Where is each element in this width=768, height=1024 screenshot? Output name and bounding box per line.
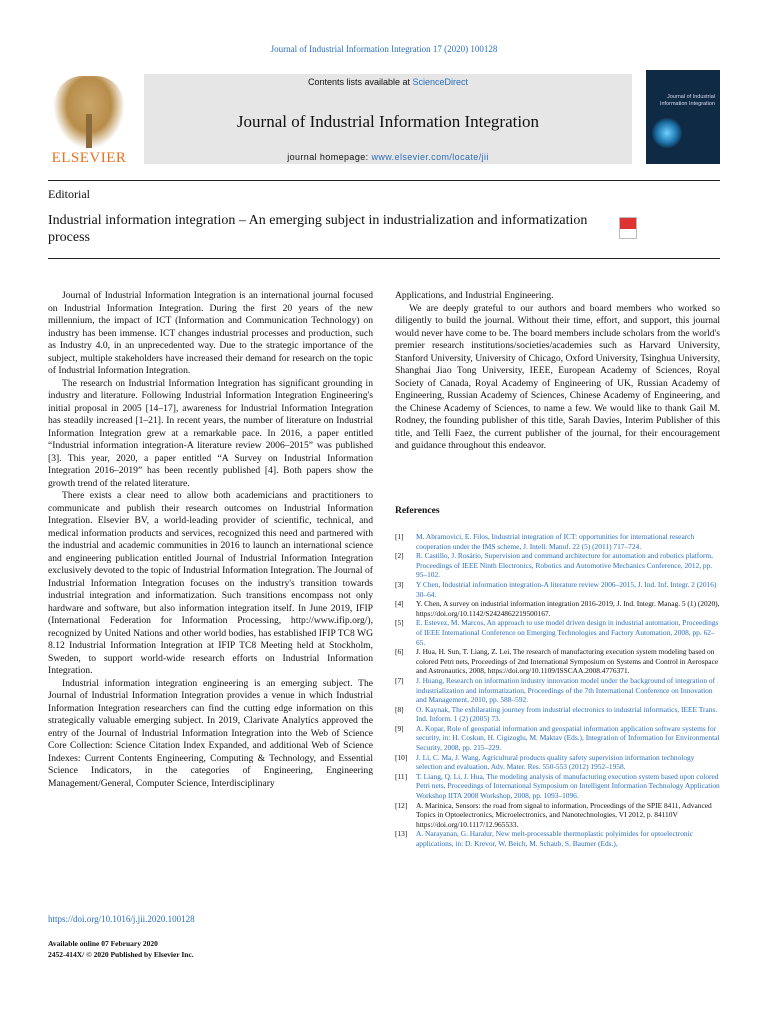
reference-link[interactable]: A. Kopar, Role of geospatial information and geospatial information application software systems for security, in: H. Coskun, H. Cigizoglu, M. Maktav (Eds.), Integration of Information for Environmental Security, 2008, pp. 215–229. — [416, 723, 720, 753]
article-title: Industrial information integration – An emerging subject in industrialization and informatization process — [48, 213, 588, 245]
reference-item — [395, 551, 720, 580]
reference-item — [395, 772, 720, 801]
reference-item — [395, 676, 720, 705]
reference-link[interactable]: J. Huang, Research on information industry innovation model under the background of integration of industrialization and informatization, Proceedings of the 7th International Conference on Innovation and Management, 2010, pp. 588–592. — [416, 675, 716, 705]
reference-link[interactable]: R. Castillo, J. Rosário, Supervision and command architecture for automation and robotics platform, Proceedings of IEEE Ninth Electronics, Robotics and Automotive Mechanics Conference, 2012, pp. 95–102. — [416, 551, 714, 580]
reference-number: [11] — [395, 771, 408, 781]
reference-number: [4] — [395, 599, 404, 609]
homepage-line — [144, 152, 632, 162]
article-type: Editorial — [48, 187, 90, 201]
reference-number: [5] — [395, 618, 404, 628]
reference-item — [395, 801, 720, 830]
journal-cover-image — [646, 70, 720, 164]
contents-line — [144, 77, 632, 87]
reference-text: Y. Chen, A survey on industrial information integration 2016-2019, J. Ind. Integr. Manag. 5 (1) (2020), https://doi.org/10.1142/S2424862219500167. — [416, 599, 720, 618]
reference-item — [395, 705, 720, 724]
reference-number: [1] — [395, 532, 404, 541]
reference-link[interactable]: M. Abramovici, E. Filos, Industrial integration of ICT: opportunities for international research cooperation under the IMS scheme, J. Intell. Manuf. 22 (5) (2011) 717–724. — [416, 532, 695, 551]
reference-link[interactable]: T. Liang, Q. Li, J. Hua, The modeling analysis of manufacturing execution system based upon colored Petri nets, Proceedings of International Symposium on Intelligent Information Technology Application Workshop IITA 2008 Workshop, 2008, pp. 1093–1096. — [416, 771, 720, 801]
reference-text: A. Marinica, Sensors: the road from signal to information, Proceedings of the SPIE 8411, Advanced Topics in Optoelectronics, Microelectronics, and Nanotechnologies, VI 2012, p. 84110V https://doi.org/10.1117/12.965533. — [416, 800, 712, 829]
doi-link[interactable]: https://doi.org/10.1016/j.jii.2020.100128 — [48, 914, 195, 924]
header-divider — [48, 180, 720, 181]
journal-title: Journal of Industrial Information Integration — [236, 112, 540, 131]
available-online: Available online 07 February 2020 — [48, 939, 158, 948]
homepage-prefix: journal homepage: — [287, 152, 372, 162]
reference-number: [8] — [395, 704, 404, 714]
reference-item — [395, 532, 720, 551]
paragraph: We are deeply grateful to our authors and board members who worked so diligently to build the journal. Without their time, effort, and support, this journal would never have come to be. The board members include scholars from the world's premier research institutions/societies/academies such as Harvard University, Stanford University, University of Chicago, Oxford University, Tsinghua University, Shanghai Jiao Tong University, IEEE, European Academy of Sciences, Royal Society of Canada, Royal Academy of Engineering of UK, Russian Academy of Engineering, Russian Academy of Sciences, Chinese Academy of Engineering, and the Chinese Academy of Sciences, to name a few. We would like to thank Gail M. Rodney, the founding publisher of this title, Sarah Davies, Interim Publisher of this title, and Telli Faez, the current publisher of the journal, for their encouragement and guidance throughout this endeavor. — [395, 302, 720, 451]
reference-item — [395, 724, 720, 753]
reference-link[interactable]: O. Kaynak, The exhilarating journey from industrial electronics to industrial informatics, IEEE Trans. Ind. Inform. 1 (2) (2005) 73. — [416, 704, 718, 724]
reference-item — [395, 647, 720, 676]
paragraph: Journal of Industrial Information Integration is an international journal focused on Industrial Information Integration. During the first 20 years of the new millennium, the impact of ICT (Information and Communication Technology) on industry has been immense. ICT changes industrial processes and production, such as Industry 4.0, in an unprecedented way. Due to the strategic importance of the subject, multiple stakeholders have increased their demand for research on the topic of Industrial Information Integration. — [48, 290, 373, 376]
reference-list — [395, 532, 720, 849]
reference-item — [395, 829, 720, 848]
body-column-right — [395, 290, 720, 453]
reference-number: [13] — [395, 829, 408, 839]
title-divider — [48, 258, 720, 259]
publication-info — [48, 938, 194, 960]
reference-item — [395, 753, 720, 772]
cover-art — [652, 118, 682, 148]
reference-number: [10] — [395, 752, 408, 762]
tree-icon — [54, 76, 124, 148]
reference-link[interactable]: J. Li, C. Ma, J. Wang, Agricultural products quality safety supervision information technology selection and evaluation, Adv. Mater. Res. 550-553 (2012) 1952–1958. — [416, 752, 695, 772]
reference-link[interactable]: A. Narayanan, G. Haralur, New melt-processable thermoplastic polyimides for optoelectronic applications, in: D. Krevor, W. Beich, M. Schaub, S. Baumer (Eds.), — [416, 829, 693, 848]
reference-number: [9] — [395, 723, 404, 733]
paragraph: There exists a clear need to allow both academicians and practitioners to communicate and publish their research outcomes on Industrial Information Integration. Elsevier BV, a world-leading provider of scientific, technical, and medical information products and services, recognized this need and partnered with the industrial and academic communities in 2016 to launch an international science and engineering publication entitled Journal of Industrial Information Integration exclusively devoted to the topic of Industrial Information Integration. The Journal of Industrial Information Integration focuses on the industry's transition towards industrial integration and informatization. Such transitions encompass not only hardware and software, but also information integration itself. In June 2019, IFIP (International Federation for Information Processing, http://www.ifip.org/), recognized by United Nations and other world bodies, has established IFIP TC8 WG 8.12 Industrial Information Integration at IFIP TC8 Meeting held at Stockholm, Sweden, to support world-wide research efforts on Industrial Information Integration. — [48, 490, 373, 676]
reference-item — [395, 599, 720, 618]
cover-title: Journal of Industrial Information Integration — [659, 94, 715, 107]
reference-number: [6] — [395, 647, 404, 657]
contents-prefix: Contents lists available at — [307, 77, 413, 87]
reference-text: J. Hua, H. Sun, T. Liang, Z. Lei, The research of manufacturing execution system modeling based on colored Petri nets, Proceedings of 2nd International Symposium on Systems and Control in Aerospace and Astronautics, 2008, https://doi.org/10.1109/ISSCAA.2008.4776371. — [416, 647, 719, 676]
reference-number: [2] — [395, 551, 404, 561]
homepage-link[interactable]: www.elsevier.com/locate/jii — [371, 152, 489, 162]
sciencedirect-link[interactable]: ScienceDirect — [412, 77, 469, 87]
paragraph: Industrial information integration engineering is an emerging subject. The Journal of Industrial Information Integration provides a venue in which Industrial Information Integration researchers can find the cutting edge information on this strategically valuable emerging subject. In 2019, Clarivate Analytics approved the entry of the Journal of Industrial Information Integration into the Web of Science Core Collection: Science Citation Index Expanded, and additional Web of Science Indexes: Current Contents Engineering, Computing & Technology, and Essential Science Indicators, in the categories of Engineering, Engineering Management/General, Computer Science, Interdisciplinary — [48, 677, 373, 789]
body-column-left — [48, 290, 373, 790]
copyright: 2452-414X/ © 2020 Published by Elsevier Inc. — [48, 950, 194, 959]
reference-link[interactable]: Y Chen, Industrial information integration-A literature review 2006–2015, J. Ind. Inf. Integr. 2 (2016) 30–64. — [416, 579, 717, 599]
reference-number: [3] — [395, 579, 404, 589]
reference-number: [7] — [395, 675, 404, 685]
paragraph: Applications, and Industrial Engineering. — [395, 290, 554, 301]
journal-citation-link[interactable]: Journal of Industrial Information Integration 17 (2020) 100128 — [270, 44, 498, 54]
journal-banner — [144, 74, 632, 164]
paragraph: The research on Industrial Information Integration has significant grounding in industry and literature. Following Industrial Information Integration Engineering's initial proposal in 2005 [14–17], awareness for Industrial Information Integration has steadily increased [1–21]. In recent years, the number of literature on Industrial Information Integration grew at a remarkable pace. In 2016, a paper entitled “Industrial information integration-A literature review 2006–2015” was published [3]. This year, 2020, a paper entitled “A Survey on Industrial Information Integration 2016–2019” has been recently published [4]. Both papers show the growth trend of the related literature. — [48, 377, 373, 489]
publisher-name: ELSEVIER — [51, 150, 127, 166]
references-heading: References — [395, 505, 440, 516]
reference-item — [395, 618, 720, 647]
crossmark-icon[interactable] — [619, 217, 637, 239]
reference-item — [395, 580, 720, 599]
reference-number: [12] — [395, 800, 408, 810]
reference-link[interactable]: E. Estevez, M. Marcos, An approach to use model driven design in industrial automation, Proceedings of IEEE International Conference on Emerging Technologies and Factory Automation, 2008, pp. 62–65. — [416, 618, 719, 647]
journal-header — [48, 70, 720, 166]
elsevier-logo — [48, 74, 130, 166]
